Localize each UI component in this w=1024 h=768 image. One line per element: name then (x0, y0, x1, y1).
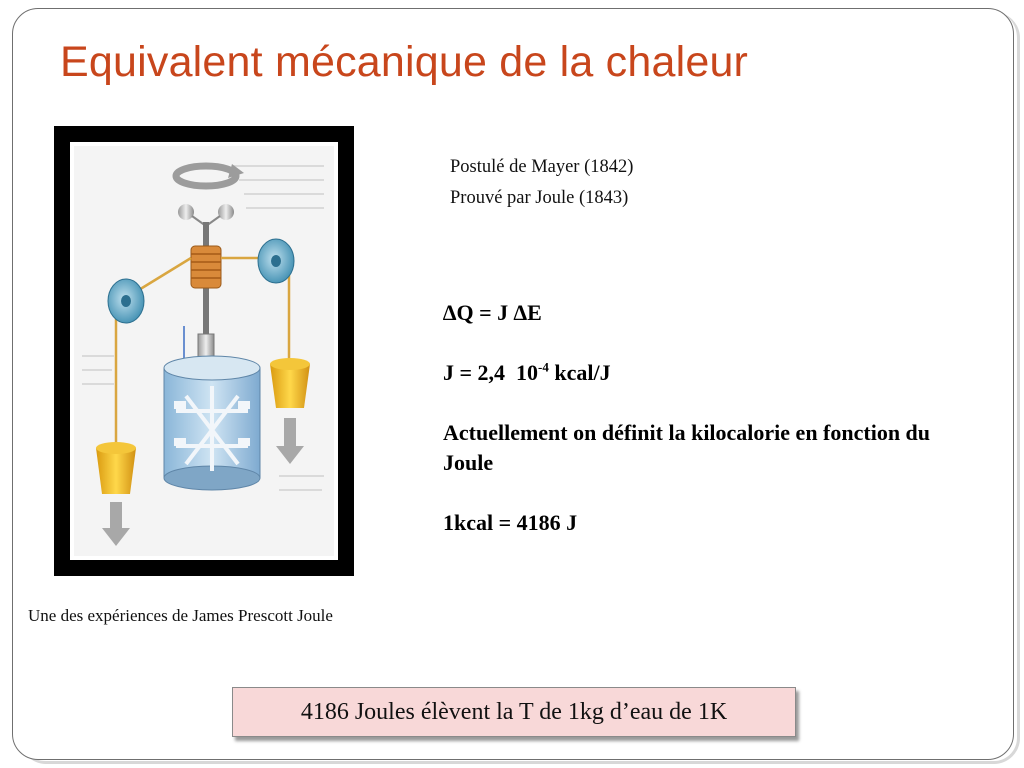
highlight-box (232, 687, 796, 737)
spacer (443, 388, 943, 418)
figure-caption: Une des expériences de James Prescott Joule (28, 606, 333, 625)
figure-image (70, 142, 338, 560)
slide-title: Equivalent mécanique de la chaleur (60, 38, 749, 86)
paddle-wheel-icon (164, 356, 260, 490)
joule-apparatus-figure (54, 126, 354, 576)
equation-j-value: J = 2,4 $10^{-4}$ kcal/J (443, 359, 611, 385)
main-content (443, 298, 943, 538)
history-notes (450, 152, 633, 214)
highlight-text: 4186 Joules élèvent la T de 1kg d’eau de 1K (300, 698, 728, 725)
kilocalorie-statement: Actuellement on définit la kilocalorie en fonction du Joule (443, 420, 931, 475)
spacer (443, 328, 943, 358)
equation-heat-work: ∆Q = J ∆E (443, 300, 542, 325)
history-joule: Prouvé par Joule (1843) (450, 188, 629, 208)
spacer (443, 478, 943, 508)
history-mayer: Postulé de Mayer (1842) (450, 157, 634, 177)
conversion-equation: 1kcal = 4186 J (443, 510, 578, 535)
joule-apparatus-drawing (74, 146, 334, 556)
